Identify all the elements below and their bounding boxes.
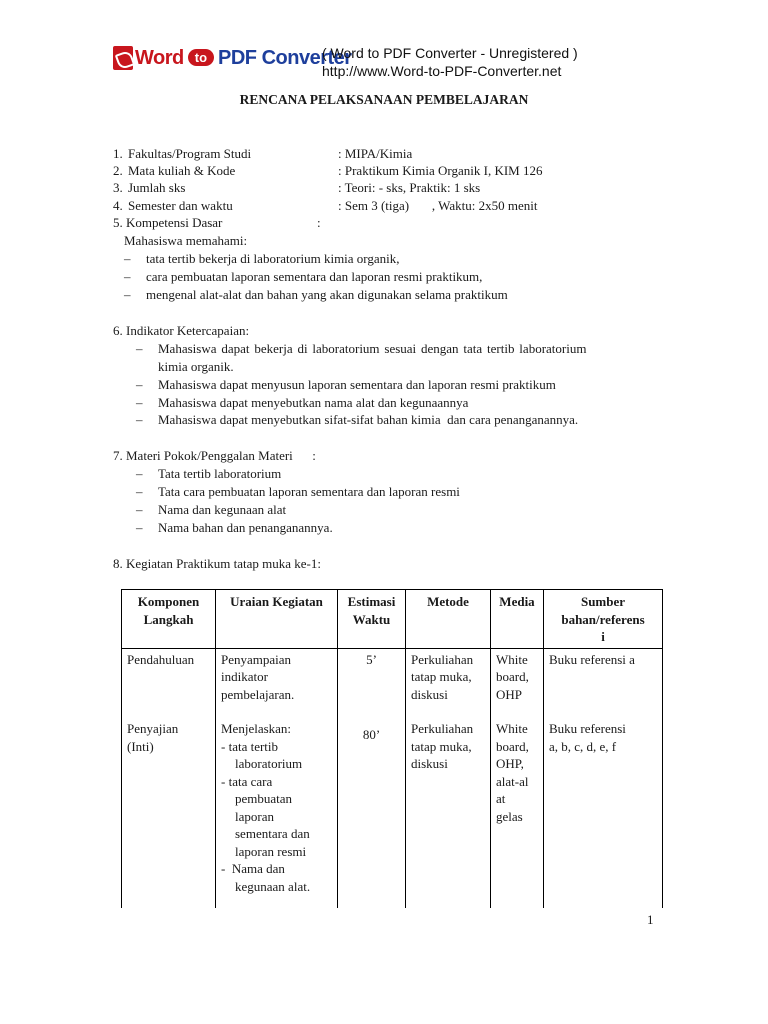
section-heading: 5. Kompetensi Dasar — [113, 215, 223, 230]
info-value: : MIPA/Kimia — [338, 146, 413, 161]
list-item-continued: kimia organik. — [158, 359, 234, 374]
logo-word-text: Word — [135, 46, 184, 69]
cell-estimasi: 5’ — [338, 648, 406, 718]
word-to-pdf-logo — [113, 44, 352, 72]
info-value: : Praktikum Kimia Organik I, KIM 126 — [338, 163, 543, 178]
table-header-row — [122, 590, 663, 649]
info-label: Semester dan waktu — [128, 198, 233, 213]
cell-media: White board, OHP, alat-al at gelas — [491, 718, 544, 908]
section-heading: 6. Indikator Ketercapaian: — [113, 323, 250, 338]
logo-converter-text: PDF Converter — [218, 46, 352, 69]
cell-uraian: Menjelaskan: - tata tertib laboratorium - tata cara pembuatan laporan sementara dan laporan resmi - Nama dan kegunaan alat. — [216, 718, 338, 908]
cell-metode: Perkuliahan tatap muka, diskusi — [406, 648, 491, 718]
watermark-line-1: ( Word to PDF Converter - Unregistered ) — [322, 45, 578, 61]
dash-bullet: – — [136, 484, 143, 499]
header-uraian: Uraian Kegiatan — [216, 590, 338, 649]
info-num: 1. — [113, 146, 123, 161]
dash-bullet: – — [136, 395, 143, 410]
info-num: 2. — [113, 163, 123, 178]
list-item: cara pembuatan laporan sementara dan laporan resmi praktikum, — [146, 269, 483, 284]
list-item: Nama bahan dan penanganannya. — [158, 520, 333, 535]
cell-sumber: Buku referensi a, b, c, d, e, f — [544, 718, 663, 908]
dash-bullet: – — [136, 377, 143, 392]
table-row — [122, 718, 663, 908]
dash-bullet: – — [136, 412, 143, 427]
cell-komponen: Penyajian (Inti) — [122, 718, 216, 908]
list-item: Mahasiswa dapat menyebutkan sifat-sifat bahan kimia dan cara penanganannya. — [158, 412, 579, 427]
table-row — [122, 648, 663, 718]
info-num: 4. — [113, 198, 123, 213]
pdf-icon — [113, 46, 133, 70]
list-item: Nama dan kegunaan alat — [158, 502, 287, 517]
dash-bullet: – — [136, 466, 143, 481]
info-label: Fakultas/Program Studi — [128, 146, 252, 161]
watermark-banner — [322, 44, 578, 80]
info-label: Mata kuliah & Kode — [128, 163, 236, 178]
dash-bullet: – — [124, 287, 131, 302]
section-colon: : — [317, 215, 321, 230]
cell-uraian: Penyampaian indikator pembelajaran. — [216, 648, 338, 718]
cell-sumber: Buku referensi a — [544, 648, 663, 718]
dash-bullet: – — [124, 269, 131, 284]
cell-metode: Perkuliahan tatap muka, diskusi — [406, 718, 491, 908]
dash-bullet: – — [136, 502, 143, 517]
list-item: tata tertib bekerja di laboratorium kimia organik, — [146, 251, 400, 266]
list-item: Mahasiswa dapat bekerja di laboratorium sesuai dengan tata tertib laboratorium — [158, 341, 587, 356]
logo-to-text: to — [188, 49, 214, 66]
cell-komponen: Pendahuluan — [122, 648, 216, 718]
activity-table — [121, 589, 663, 908]
info-num: 3. — [113, 180, 123, 195]
list-item: Mahasiswa dapat menyebutkan nama alat dan kegunaannya — [158, 395, 469, 410]
header-media: Media — [491, 590, 544, 649]
cell-estimasi: 80’ — [338, 718, 406, 908]
dash-bullet: – — [124, 251, 131, 266]
page-number: 1 — [647, 912, 654, 927]
dash-bullet: – — [136, 520, 143, 535]
dash-bullet: – — [136, 341, 143, 356]
kompetensi-intro: Mahasiswa memahami: — [124, 233, 248, 248]
header-metode: Metode — [406, 590, 491, 649]
section-heading: 8. Kegiatan Praktikum tatap muka ke-1: — [113, 556, 321, 571]
info-value: : Sem 3 (tiga) , Waktu: 2x50 menit — [338, 198, 538, 213]
section-heading: 7. Materi Pokok/Penggalan Materi : — [113, 448, 316, 463]
list-item: Tata cara pembuatan laporan sementara dan laporan resmi — [158, 484, 460, 499]
watermark-link[interactable]: http://www.Word-to-PDF-Converter.net — [322, 63, 562, 79]
cell-media: White board, OHP — [491, 648, 544, 718]
list-item: Mahasiswa dapat menyusun laporan sementara dan laporan resmi praktikum — [158, 377, 556, 392]
info-label: Jumlah sks — [128, 180, 186, 195]
header-sumber: Sumber bahan/referens i — [544, 590, 663, 649]
list-item: Tata tertib laboratorium — [158, 466, 282, 481]
document-title: RENCANA PELAKSANAAN PEMBELAJARAN — [239, 92, 529, 107]
header-estimasi: Estimasi Waktu — [338, 590, 406, 649]
info-value: : Teori: - sks, Praktik: 1 sks — [338, 180, 481, 195]
header-komponen: Komponen Langkah — [122, 590, 216, 649]
list-item: mengenal alat-alat dan bahan yang akan digunakan selama praktikum — [146, 287, 508, 302]
